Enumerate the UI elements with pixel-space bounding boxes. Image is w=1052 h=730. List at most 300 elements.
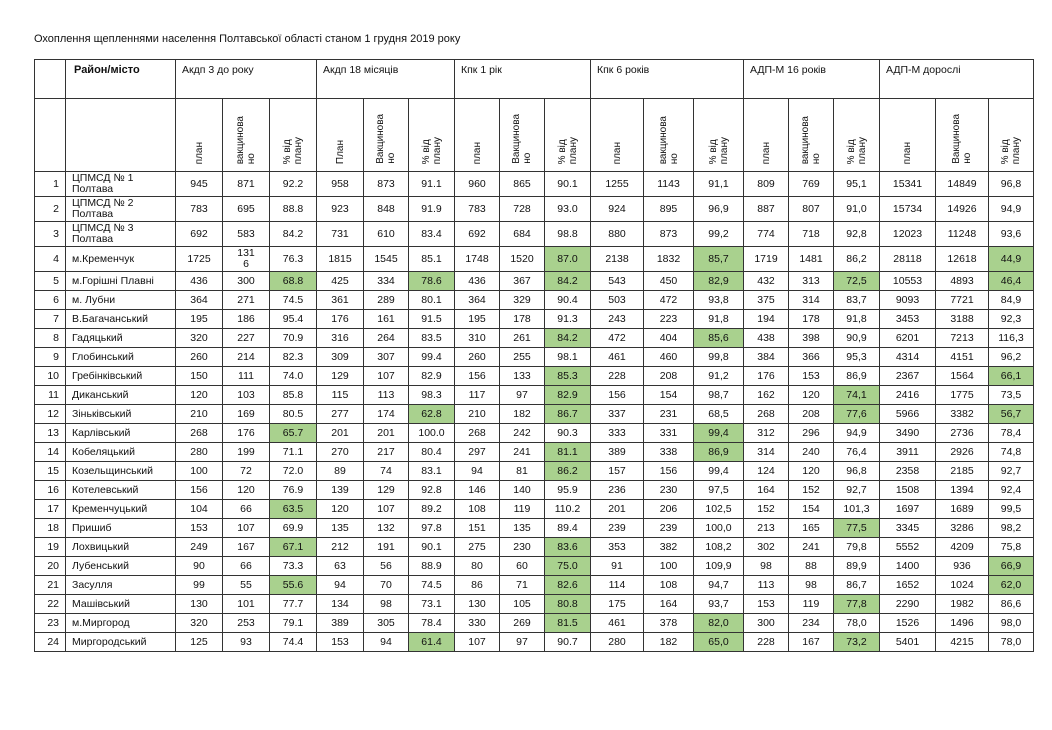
table-cell: 101,3 xyxy=(834,500,880,519)
district-name: Пришиб xyxy=(66,519,176,538)
table-cell: 337 xyxy=(591,405,644,424)
table-cell: 92.2 xyxy=(270,172,317,197)
table-cell: 63.5 xyxy=(270,500,317,519)
table-cell: 895 xyxy=(644,197,694,222)
table-cell: 165 xyxy=(789,519,834,538)
row-number: 23 xyxy=(35,614,66,633)
district-name: ЦПМСД № 2 Полтава xyxy=(66,197,176,222)
table-cell: 472 xyxy=(591,329,644,348)
table-cell: 84.2 xyxy=(545,329,591,348)
row-number: 6 xyxy=(35,291,66,310)
table-cell: 85.3 xyxy=(545,367,591,386)
table-cell: 89.2 xyxy=(409,500,455,519)
column-subheader xyxy=(789,99,834,172)
row-number: 7 xyxy=(35,310,66,329)
table-cell: 80.8 xyxy=(545,595,591,614)
table-cell: 80.4 xyxy=(409,443,455,462)
table-cell: 239 xyxy=(591,519,644,538)
column-subheader xyxy=(223,99,270,172)
table-cell: 1775 xyxy=(936,386,989,405)
table-cell: 108,2 xyxy=(694,538,744,557)
column-subheader-label: план xyxy=(760,141,772,164)
table-cell: 199 xyxy=(223,443,270,462)
district-name: Лубенський xyxy=(66,557,176,576)
table-cell: 389 xyxy=(317,614,364,633)
district-name: Карлівський xyxy=(66,424,176,443)
table-row xyxy=(35,310,1034,329)
table-cell: 156 xyxy=(455,367,500,386)
table-cell: 153 xyxy=(317,633,364,652)
table-cell: 269 xyxy=(500,614,545,633)
table-cell: 2416 xyxy=(880,386,936,405)
table-cell: 85,6 xyxy=(694,329,744,348)
table-cell: 14926 xyxy=(936,197,989,222)
table-cell: 176 xyxy=(317,310,364,329)
table-cell: 264 xyxy=(364,329,409,348)
table-cell: 4314 xyxy=(880,348,936,367)
group-header-adp-16: АДП-М 16 років xyxy=(744,60,880,99)
district-name: Зіньківський xyxy=(66,405,176,424)
table-cell: 98,7 xyxy=(694,386,744,405)
table-row xyxy=(35,197,1034,222)
table-cell: 98.1 xyxy=(545,348,591,367)
table-cell: 98 xyxy=(744,557,789,576)
table-cell: 300 xyxy=(744,614,789,633)
table-cell: 92.8 xyxy=(409,481,455,500)
table-cell: 364 xyxy=(455,291,500,310)
table-row xyxy=(35,367,1034,386)
table-cell: 74.5 xyxy=(409,576,455,595)
table-cell: 81.5 xyxy=(545,614,591,633)
table-cell: 178 xyxy=(500,310,545,329)
table-cell: 543 xyxy=(591,272,644,291)
row-number: 12 xyxy=(35,405,66,424)
table-cell: 108 xyxy=(455,500,500,519)
row-number: 5 xyxy=(35,272,66,291)
table-cell: 268 xyxy=(176,424,223,443)
table-cell: 296 xyxy=(789,424,834,443)
column-subheader-label: план xyxy=(902,141,913,164)
table-cell: 78,0 xyxy=(834,614,880,633)
table-cell: 90.1 xyxy=(409,538,455,557)
table-cell: 364 xyxy=(176,291,223,310)
table-cell: 5552 xyxy=(880,538,936,557)
table-cell: 334 xyxy=(364,272,409,291)
district-name: ЦПМСД № 1 Полтава xyxy=(66,172,176,197)
table-cell: 62.8 xyxy=(409,405,455,424)
table-cell: 353 xyxy=(591,538,644,557)
district-name: Глобинський xyxy=(66,348,176,367)
table-cell: 14849 xyxy=(936,172,989,197)
table-cell: 194 xyxy=(744,310,789,329)
row-number: 11 xyxy=(35,386,66,405)
table-cell: 66,1 xyxy=(989,367,1034,386)
table-cell: 182 xyxy=(644,633,694,652)
table-cell: 960 xyxy=(455,172,500,197)
table-cell: 153 xyxy=(789,367,834,386)
table-cell: 438 xyxy=(744,329,789,348)
table-row xyxy=(35,348,1034,367)
table-cell: 692 xyxy=(455,222,500,247)
table-cell: 82.6 xyxy=(545,576,591,595)
table-row xyxy=(35,172,1034,197)
table-cell: 68.8 xyxy=(270,272,317,291)
table-cell: 157 xyxy=(591,462,644,481)
table-cell: 312 xyxy=(744,424,789,443)
table-cell: 152 xyxy=(789,481,834,500)
table-cell: 91,8 xyxy=(834,310,880,329)
column-subheader xyxy=(545,99,591,172)
table-cell: 130 xyxy=(176,595,223,614)
table-cell: 97.8 xyxy=(409,519,455,538)
group-header-kpk-1: Кпк 1 рік xyxy=(455,60,591,99)
table-cell: 65,0 xyxy=(694,633,744,652)
table-cell: 56 xyxy=(364,557,409,576)
table-cell: 460 xyxy=(644,348,694,367)
table-cell: 78.6 xyxy=(409,272,455,291)
table-row xyxy=(35,329,1034,348)
table-cell: 86,7 xyxy=(834,576,880,595)
table-row xyxy=(35,424,1034,443)
table-cell: 88.9 xyxy=(409,557,455,576)
table-cell: 73.3 xyxy=(270,557,317,576)
table-cell: 104 xyxy=(176,500,223,519)
row-number: 4 xyxy=(35,247,66,272)
table-cell: 99,4 xyxy=(694,462,744,481)
table-cell: 774 xyxy=(744,222,789,247)
column-subheader xyxy=(176,99,223,172)
table-cell: 156 xyxy=(644,462,694,481)
table-cell: 150 xyxy=(176,367,223,386)
table-cell: 9093 xyxy=(880,291,936,310)
table-cell: 99,8 xyxy=(694,348,744,367)
group-header-akdp-3: Акдп 3 до року xyxy=(176,60,317,99)
table-cell: 79,8 xyxy=(834,538,880,557)
table-row xyxy=(35,576,1034,595)
table-cell: 124 xyxy=(744,462,789,481)
table-cell: 154 xyxy=(789,500,834,519)
table-cell: 268 xyxy=(744,405,789,424)
table-cell: 95,3 xyxy=(834,348,880,367)
table-cell: 255 xyxy=(500,348,545,367)
table-cell: 146 xyxy=(455,481,500,500)
column-subheader xyxy=(500,99,545,172)
table-cell: 99.4 xyxy=(409,348,455,367)
row-number: 17 xyxy=(35,500,66,519)
table-cell: 91.9 xyxy=(409,197,455,222)
table-cell: 77,6 xyxy=(834,405,880,424)
table-row xyxy=(35,500,1034,519)
table-row xyxy=(35,519,1034,538)
table-cell: 73,5 xyxy=(989,386,1034,405)
table-cell: 98 xyxy=(789,576,834,595)
table-cell: 1719 xyxy=(744,247,789,272)
table-cell: 56,7 xyxy=(989,405,1034,424)
table-cell: 78,0 xyxy=(989,633,1034,652)
table-cell: 70 xyxy=(364,576,409,595)
table-cell: 77,5 xyxy=(834,519,880,538)
table-cell: 98 xyxy=(364,595,409,614)
table-cell: 116,3 xyxy=(989,329,1034,348)
table-cell: 80.5 xyxy=(270,405,317,424)
table-cell: 1526 xyxy=(880,614,936,633)
table-cell: 67.1 xyxy=(270,538,317,557)
table-cell: 783 xyxy=(176,197,223,222)
table-row xyxy=(35,595,1034,614)
table-cell: 329 xyxy=(500,291,545,310)
table-cell: 277 xyxy=(317,405,364,424)
district-name: м.Миргород xyxy=(66,614,176,633)
table-cell: 270 xyxy=(317,443,364,462)
row-number: 18 xyxy=(35,519,66,538)
table-cell: 305 xyxy=(364,614,409,633)
table-cell: 320 xyxy=(176,329,223,348)
table-cell: 297 xyxy=(455,443,500,462)
table-cell: 75.0 xyxy=(545,557,591,576)
table-cell: 320 xyxy=(176,614,223,633)
table-cell: 82,0 xyxy=(694,614,744,633)
table-cell: 91.3 xyxy=(545,310,591,329)
row-number-header xyxy=(35,60,66,99)
table-cell: 91,1 xyxy=(694,172,744,197)
table-cell: 164 xyxy=(644,595,694,614)
column-subheader xyxy=(989,99,1034,172)
table-cell: 167 xyxy=(223,538,270,557)
table-cell: 91 xyxy=(591,557,644,576)
table-cell: 871 xyxy=(223,172,270,197)
table-cell: 83.1 xyxy=(409,462,455,481)
table-row xyxy=(35,247,1034,272)
table-row xyxy=(35,462,1034,481)
row-number: 13 xyxy=(35,424,66,443)
table-cell: 195 xyxy=(455,310,500,329)
table-cell: 134 xyxy=(317,595,364,614)
table-cell: 113 xyxy=(744,576,789,595)
table-cell: 880 xyxy=(591,222,644,247)
column-subheader xyxy=(317,99,364,172)
table-cell: 210 xyxy=(455,405,500,424)
table-cell: 231 xyxy=(644,405,694,424)
district-name: Лохвицький xyxy=(66,538,176,557)
table-cell: 94 xyxy=(317,576,364,595)
table-cell: 156 xyxy=(591,386,644,405)
table-cell: 3453 xyxy=(880,310,936,329)
table-cell: 228 xyxy=(591,367,644,386)
group-header-adp-adults: АДП-М дорослі xyxy=(880,60,1034,99)
document-title: Охоплення щепленнями населення Полтавської області станом 1 грудня 2019 року xyxy=(34,33,461,45)
table-cell: 213 xyxy=(744,519,789,538)
table-cell: 4215 xyxy=(936,633,989,652)
table-cell: 3345 xyxy=(880,519,936,538)
table-cell: 115 xyxy=(317,386,364,405)
table-cell: 15341 xyxy=(880,172,936,197)
table-cell: 92,4 xyxy=(989,481,1034,500)
district-name: Козельщинський xyxy=(66,462,176,481)
table-cell: 92,3 xyxy=(989,310,1034,329)
district-name: Гребінківський xyxy=(66,367,176,386)
table-cell: 99,2 xyxy=(694,222,744,247)
table-cell: 718 xyxy=(789,222,834,247)
table-cell: 74.0 xyxy=(270,367,317,386)
table-cell: 728 xyxy=(500,197,545,222)
table-cell: 472 xyxy=(644,291,694,310)
table-cell: 1697 xyxy=(880,500,936,519)
table-cell: 75,8 xyxy=(989,538,1034,557)
column-subheader-label: % від плану xyxy=(707,136,730,164)
table-cell: 958 xyxy=(317,172,364,197)
table-cell: 2736 xyxy=(936,424,989,443)
table-cell: 924 xyxy=(591,197,644,222)
table-cell: 4151 xyxy=(936,348,989,367)
table-cell: 55.6 xyxy=(270,576,317,595)
table-cell: 3490 xyxy=(880,424,936,443)
table-cell: 83,7 xyxy=(834,291,880,310)
column-subheader xyxy=(880,99,936,172)
column-subheader-label: План xyxy=(334,139,346,164)
table-cell: 367 xyxy=(500,272,545,291)
table-cell: 280 xyxy=(591,633,644,652)
table-cell: 151 xyxy=(455,519,500,538)
table-cell: 84.2 xyxy=(270,222,317,247)
table-cell: 3286 xyxy=(936,519,989,538)
table-cell: 90.3 xyxy=(545,424,591,443)
table-cell: 314 xyxy=(744,443,789,462)
table-cell: 382 xyxy=(644,538,694,557)
table-cell: 100,0 xyxy=(694,519,744,538)
table-cell: 241 xyxy=(789,538,834,557)
table-cell: 62,0 xyxy=(989,576,1034,595)
column-subheader-label: план xyxy=(193,141,205,164)
table-cell: 99 xyxy=(176,576,223,595)
table-cell: 120 xyxy=(789,386,834,405)
table-cell: 461 xyxy=(591,348,644,367)
table-cell: 249 xyxy=(176,538,223,557)
row-number: 3 xyxy=(35,222,66,247)
table-cell: 398 xyxy=(789,329,834,348)
table-cell: 887 xyxy=(744,197,789,222)
table-cell: 583 xyxy=(223,222,270,247)
table-cell: 107 xyxy=(223,519,270,538)
table-cell: 162 xyxy=(744,386,789,405)
table-cell: 330 xyxy=(455,614,500,633)
table-cell: 167 xyxy=(789,633,834,652)
table-cell: 85.1 xyxy=(409,247,455,272)
table-cell: 140 xyxy=(500,481,545,500)
table-cell: 2290 xyxy=(880,595,936,614)
table-cell: 84.2 xyxy=(545,272,591,291)
table-cell: 432 xyxy=(744,272,789,291)
table-cell: 102,5 xyxy=(694,500,744,519)
table-cell: 77.7 xyxy=(270,595,317,614)
table-cell: 1564 xyxy=(936,367,989,386)
table-cell: 4209 xyxy=(936,538,989,557)
table-cell: 98.8 xyxy=(545,222,591,247)
table-cell: 338 xyxy=(644,443,694,462)
table-cell: 84,9 xyxy=(989,291,1034,310)
table-cell: 783 xyxy=(455,197,500,222)
table-cell: 182 xyxy=(500,405,545,424)
table-cell: 90.1 xyxy=(545,172,591,197)
table-cell: 66,9 xyxy=(989,557,1034,576)
table-cell: 186 xyxy=(223,310,270,329)
column-subheader-label: вакцинова но xyxy=(657,115,680,164)
table-cell: 86,9 xyxy=(834,367,880,386)
table-cell: 101 xyxy=(223,595,270,614)
table-cell: 936 xyxy=(936,557,989,576)
table-cell: 98,0 xyxy=(989,614,1034,633)
table-cell: 110.2 xyxy=(545,500,591,519)
table-cell: 130 xyxy=(455,595,500,614)
table-cell: 425 xyxy=(317,272,364,291)
table-cell: 79.1 xyxy=(270,614,317,633)
table-body xyxy=(35,172,1034,652)
table-cell: 74,8 xyxy=(989,443,1034,462)
table-cell: 865 xyxy=(500,172,545,197)
table-cell: 201 xyxy=(317,424,364,443)
column-subheader-label: Вакцинова но xyxy=(375,114,397,164)
table-cell: 91,8 xyxy=(694,310,744,329)
column-subheader-label: Вакцинова но xyxy=(511,114,533,164)
district-name: Кобеляцький xyxy=(66,443,176,462)
table-cell: 107 xyxy=(364,367,409,386)
table-cell: 86.2 xyxy=(545,462,591,481)
table-cell: 120 xyxy=(223,481,270,500)
table-cell: 15734 xyxy=(880,197,936,222)
table-cell: 313 xyxy=(789,272,834,291)
table-cell: 105 xyxy=(500,595,545,614)
table-cell: 71.1 xyxy=(270,443,317,462)
table-cell: 89.4 xyxy=(545,519,591,538)
vaccination-coverage-table xyxy=(34,59,1034,652)
table-cell: 89,9 xyxy=(834,557,880,576)
table-cell: 234 xyxy=(789,614,834,633)
row-number: 24 xyxy=(35,633,66,652)
table-cell: 135 xyxy=(500,519,545,538)
column-subheader xyxy=(644,99,694,172)
table-cell: 316 xyxy=(317,329,364,348)
table-cell: 236 xyxy=(591,481,644,500)
table-cell: 82,9 xyxy=(694,272,744,291)
table-cell: 404 xyxy=(644,329,694,348)
table-cell: 82.9 xyxy=(409,367,455,386)
column-subheader-label: план xyxy=(611,141,623,164)
row-number: 8 xyxy=(35,329,66,348)
table-cell: 873 xyxy=(644,222,694,247)
table-cell: 375 xyxy=(744,291,789,310)
table-cell: 253 xyxy=(223,614,270,633)
table-cell: 80.1 xyxy=(409,291,455,310)
table-cell: 208 xyxy=(644,367,694,386)
table-cell: 807 xyxy=(789,197,834,222)
table-cell: 91.5 xyxy=(409,310,455,329)
table-cell: 85.8 xyxy=(270,386,317,405)
table-cell: 503 xyxy=(591,291,644,310)
row-number: 14 xyxy=(35,443,66,462)
table-cell: 1832 xyxy=(644,247,694,272)
table-cell: 95.4 xyxy=(270,310,317,329)
table-cell: 74.4 xyxy=(270,633,317,652)
table-cell: 176 xyxy=(223,424,270,443)
row-number: 10 xyxy=(35,367,66,386)
table-cell: 82.9 xyxy=(545,386,591,405)
table-cell: 384 xyxy=(744,348,789,367)
table-row xyxy=(35,538,1034,557)
column-subheader-label: вакцинова но xyxy=(800,115,822,164)
district-name: Диканський xyxy=(66,386,176,405)
table-cell: 94,7 xyxy=(694,576,744,595)
table-cell: 86 xyxy=(455,576,500,595)
table-cell: 61.4 xyxy=(409,633,455,652)
